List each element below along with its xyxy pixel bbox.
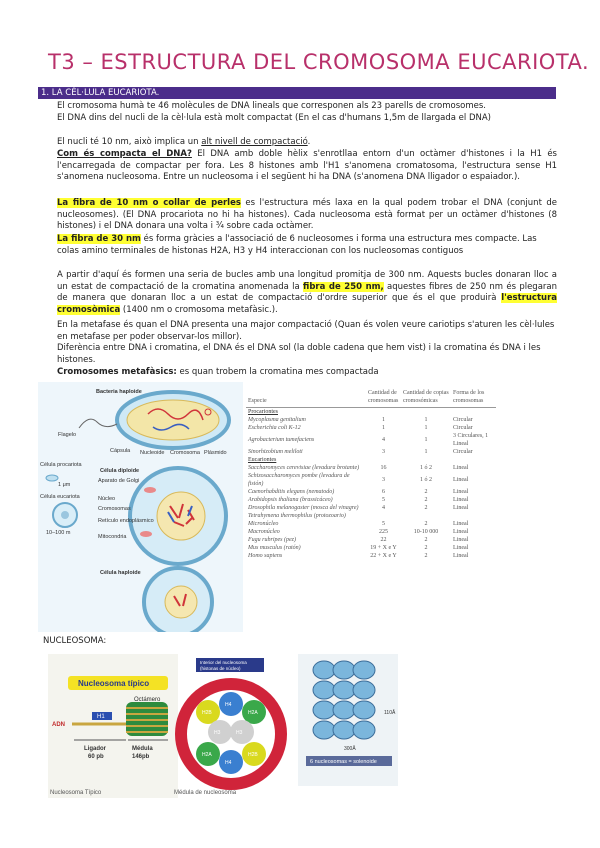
table-cell: Circular bbox=[453, 425, 473, 431]
table-cell: Lineal bbox=[453, 505, 469, 511]
label-diploide: Célula diploide bbox=[100, 468, 140, 474]
table-header-row bbox=[246, 389, 496, 408]
paragraph bbox=[57, 149, 557, 184]
table-row bbox=[246, 520, 496, 528]
table-cell: Lineal bbox=[453, 477, 469, 483]
mitochondrion bbox=[144, 487, 156, 493]
table-cell: Lineal bbox=[453, 529, 469, 535]
table-cell: Macronúcleo bbox=[248, 529, 280, 535]
nucleosome-disc bbox=[353, 721, 375, 739]
table-cell: 225 bbox=[379, 529, 388, 535]
label-solenoide: 6 nucleosomas = solenoide bbox=[310, 759, 377, 765]
table-cell: 5 bbox=[382, 497, 385, 503]
histone-label: H3 bbox=[214, 730, 221, 736]
bacterium-cytoplasm bbox=[127, 400, 219, 440]
label-plasmido: Plásmido bbox=[204, 450, 227, 456]
prokaryote-icon bbox=[46, 475, 58, 481]
label-adn: ADN bbox=[52, 722, 65, 728]
table-cell: 19 + X e Y bbox=[370, 545, 397, 551]
emphasis: alt nivell de compactació bbox=[201, 137, 308, 147]
table-row bbox=[246, 496, 496, 504]
table-row bbox=[246, 528, 496, 536]
table-cell: 3 bbox=[382, 477, 385, 483]
label-flagelo: Flagelo bbox=[58, 432, 77, 438]
text: és forma gràcies a l'associació de 6 nucleosomes i forma una estructura mes compacte. Las colas amino terminales de histonas H2A, H3 y H4 interaccionan con los nucleosomas contiguos bbox=[57, 234, 537, 256]
table-cell: 22 bbox=[380, 537, 387, 543]
label-tipico: Nucleosoma típico bbox=[78, 679, 150, 688]
table-cell: 1 ó 2 bbox=[420, 465, 432, 471]
nucleosome-disc bbox=[353, 701, 375, 719]
paragraph: El DNA dins del nucli de la cèl·lula està molt compactat (En el cas d'humans 1,5m de llargada el DNA) bbox=[57, 113, 491, 123]
text: El DNA amb doble hèlix s'enrotllaa entorn d'un octàmer d'histones i la H1 és l'encarregada de compactar per fora. Les 8 histones amb l'H1 s'anomena cromatosoma, l'estructura sense H1 s'anomena nucleosoma. Entre un nucleosoma i el següent hi ha DNA (s'anomena DNA lligador o espaiador.). bbox=[57, 149, 557, 182]
table-cell: 2 bbox=[424, 497, 428, 503]
nucleosome-figure bbox=[48, 654, 438, 798]
label-ligador: Ligador bbox=[84, 746, 106, 752]
text: es quan trobem la cromatina mes compactada bbox=[176, 367, 379, 377]
table-cell: Agrobacterium tumefaciens bbox=[248, 437, 315, 443]
label-cromosomas: Cromosomas bbox=[98, 506, 131, 512]
text: aquestes fibres de 250 nm és plegaran de manera que donaran lloc a un estat de compactació d'ordre superior que és el que produirà bbox=[57, 281, 558, 303]
label-mitocondria: Mitocondria bbox=[98, 534, 127, 540]
table-cell: Mycoplasma genitalium bbox=[248, 417, 306, 423]
highlight: l'estructura cromosòmica bbox=[57, 293, 557, 315]
paragraph: El nucli té 10 nm, això implica un alt nivell de compactació. bbox=[57, 137, 311, 147]
table-cell: 1 bbox=[424, 425, 428, 431]
cell-diagram bbox=[38, 382, 243, 632]
table-cell: 2 bbox=[424, 537, 428, 543]
column-header: Forma de los cromosomas bbox=[451, 389, 496, 408]
table-cell: 1 ó 2 bbox=[420, 477, 432, 483]
table-cell: Circular bbox=[453, 417, 473, 423]
label-medula: Médula bbox=[132, 746, 153, 752]
histone-group bbox=[196, 692, 266, 774]
table-row bbox=[246, 424, 496, 432]
table-cell: Lineal bbox=[453, 521, 469, 527]
table-cell: Lineal bbox=[453, 537, 469, 543]
table-cell: 1 bbox=[382, 417, 385, 423]
nucleosome-disc bbox=[353, 681, 375, 699]
table-cell: Saccharomyces cerevisiae (levadura brotante) bbox=[248, 465, 360, 471]
nucleosome-disc bbox=[333, 721, 355, 739]
table-row bbox=[246, 416, 496, 424]
paragraph: El cromosoma humà te 46 molècules de DNA lineals que corresponen als 23 parells de cromosomes. bbox=[57, 101, 486, 111]
caption-medula: Médula de nucleosoma bbox=[174, 790, 237, 796]
label-nucleo: Núcleo bbox=[98, 496, 116, 502]
paragraph bbox=[57, 367, 557, 379]
label-golgi: Aparato de Golgi bbox=[98, 478, 140, 484]
table-cell: 1 bbox=[382, 425, 385, 431]
nucleosome-disc bbox=[333, 701, 355, 719]
table-group-row bbox=[246, 408, 496, 417]
column-header: Cantidad de copias cromosómicas bbox=[401, 389, 451, 408]
label-h1: H1 bbox=[97, 714, 105, 720]
table-cell: Schizosaccharomyces pombe (levadura de fisión) bbox=[248, 473, 350, 487]
table-cell: 2 bbox=[424, 521, 428, 527]
table-cell: Lineal bbox=[453, 553, 469, 559]
nucleosome-heading: NUCLEOSOMA: bbox=[43, 636, 107, 646]
table-row bbox=[246, 544, 496, 552]
group-label: Eucariontes bbox=[248, 457, 277, 463]
histone-label: H4 bbox=[225, 760, 232, 766]
label-eucariota: Célula eucariota bbox=[40, 494, 80, 500]
table-cell: 6 bbox=[382, 489, 385, 495]
table-cell bbox=[401, 512, 451, 520]
table-cell: Lineal bbox=[453, 497, 469, 503]
table-cell: 5 bbox=[382, 521, 385, 527]
table-body bbox=[246, 408, 496, 561]
label-medula-pb: 146pb bbox=[132, 754, 150, 760]
histone-label: H2B bbox=[248, 752, 258, 758]
caption-tipico: Nucleosoma Típico bbox=[50, 790, 102, 796]
paragraph bbox=[57, 234, 557, 257]
label-cromosoma: Cromosoma bbox=[170, 450, 200, 456]
table-cell: Circular bbox=[453, 449, 473, 455]
text: El nucli té 10 nm, això implica un bbox=[57, 137, 202, 147]
table-cell: Drosophila melanogaster (mosca del vinagre) bbox=[248, 505, 359, 511]
label-dim-1: 110Å bbox=[384, 710, 396, 716]
table-cell: Sinorhizobium meliloti bbox=[248, 449, 303, 455]
table-cell: 10-10 000 bbox=[413, 529, 439, 535]
label-dim-2: 300Å bbox=[344, 746, 356, 752]
nucleosome-disc bbox=[313, 721, 335, 739]
text: es l'estructura més laxa en la qual podem trobar el DNA (conjunt de nucleosomes). (El DNA procariota no hi ha histones). Cada nucleosoma està format per un octàmer d'histones (8 histones) i el DNA donara una volta i ¾ sobre cada octàmer. bbox=[57, 198, 557, 231]
table-row bbox=[246, 512, 496, 520]
table-cell: Tetrahymena thermophilus (protozoario) bbox=[248, 513, 346, 519]
eukaryote-nucleus bbox=[61, 511, 69, 519]
table-cell: 2 bbox=[424, 545, 428, 551]
histone-label: H3 bbox=[236, 730, 243, 736]
label-scale-2: 10–100 m bbox=[46, 530, 71, 536]
label-capsula: Cápsula bbox=[110, 448, 131, 454]
highlight: La fibra de 30 nm bbox=[57, 234, 141, 244]
cell-diagram-svg bbox=[38, 382, 243, 632]
nucleosome-disc bbox=[333, 661, 355, 679]
table-cell: 1 bbox=[424, 437, 428, 443]
table-cell: 2 bbox=[424, 489, 428, 495]
species-table bbox=[246, 389, 496, 629]
table-row bbox=[246, 552, 496, 560]
label-medula-sub: (histonas de núcleo) bbox=[200, 666, 241, 671]
table-group-row bbox=[246, 456, 496, 464]
table-cell: 16 bbox=[380, 465, 387, 471]
table-row bbox=[246, 464, 496, 472]
label-octamero: Octámero bbox=[134, 697, 161, 703]
page-title: T3 – ESTRUCTURA DEL CROMOSOMA EUCARIOTA. bbox=[48, 50, 590, 74]
paragraph: En la metafase és quan el DNA presenta una major compactació (Quan és volen veure cariotips s'aturen les cèl·lules en metafase per poder observar-los millor). bbox=[57, 320, 555, 342]
table-cell: Escherichia coli K-12 bbox=[248, 425, 301, 431]
table-cell: Lineal bbox=[453, 465, 469, 471]
table-cell: 2 bbox=[424, 553, 428, 559]
table-cell: 2 bbox=[424, 505, 428, 511]
table-cell: 3 Circulares, 1 Lineal bbox=[453, 433, 489, 447]
table-cell: 4 bbox=[382, 437, 385, 443]
label-scale-1: 1 μm bbox=[58, 482, 71, 488]
table-cell: Micronúcleo bbox=[248, 521, 279, 527]
label-reticulo: Retículo endoplásmico bbox=[98, 518, 154, 524]
label-haploide: Célula haploide bbox=[100, 570, 141, 576]
diploid-nucleus bbox=[157, 492, 205, 540]
table-row bbox=[246, 448, 496, 456]
text: (1400 nm o cromosoma metafàsic.). bbox=[120, 304, 278, 315]
nucleosome-disc bbox=[313, 661, 335, 679]
table-cell: Lineal bbox=[453, 545, 469, 551]
label-bacteria: Bacteria haploide bbox=[96, 389, 142, 395]
nucleosome-disc bbox=[313, 681, 335, 699]
nucleosome-disc bbox=[333, 681, 355, 699]
highlight: La fibra de 10 nm o collar de perles bbox=[57, 198, 241, 208]
table-cell bbox=[366, 512, 401, 520]
section-heading: 1. LA CÈL·LULA EUCARIOTA. bbox=[38, 87, 556, 99]
question-lead: Cromosomes metafàsics: bbox=[57, 367, 177, 377]
nucleosome-svg bbox=[48, 654, 438, 798]
group-label: Procariontes bbox=[248, 409, 278, 415]
table-row bbox=[246, 536, 496, 544]
paragraph: Diferència entre DNA i cromatina, el DNA és el DNA sol (la doble cadena que hem vist) i la cromatina és DNA i les histones. bbox=[57, 343, 541, 365]
histone-label: H2A bbox=[202, 752, 212, 758]
table-row bbox=[246, 488, 496, 496]
table-cell: Lineal bbox=[453, 489, 469, 495]
table-cell: Homo sapiens bbox=[248, 553, 283, 559]
label-ligador-pb: 60 pb bbox=[88, 754, 104, 760]
text: A partir d'aquí és formen una seria de bucles amb una longitud promitja de 300 nm. Aquests bucles donaran lloc a un estat de compactació de la cromatina anomenada la bbox=[57, 270, 557, 292]
haploid-nucleus bbox=[165, 586, 197, 618]
table-cell: 3 bbox=[382, 449, 385, 455]
table-row bbox=[246, 432, 496, 448]
question-lead: Com és compacta el DNA? bbox=[57, 149, 192, 159]
table-cell: 4 bbox=[382, 505, 385, 511]
table-row bbox=[246, 472, 496, 488]
table-row bbox=[246, 504, 496, 512]
table-cell: 1 bbox=[424, 449, 428, 455]
histone-label: H4 bbox=[225, 702, 232, 708]
label-nucleoide: Nucleoide bbox=[140, 450, 165, 456]
table-cell: Mus musculus (ratón) bbox=[248, 545, 301, 551]
table-cell: 22 + X e Y bbox=[370, 553, 397, 559]
column-header: Especie bbox=[246, 389, 366, 408]
mitochondrion bbox=[140, 531, 152, 537]
column-header: Cantidad de cromosomas bbox=[366, 389, 401, 408]
nucleosome-disc bbox=[353, 661, 375, 679]
table-cell: Fugu rubripes (pez) bbox=[248, 537, 296, 543]
table-cell bbox=[451, 512, 496, 520]
paragraph bbox=[57, 270, 557, 316]
table-cell: Caenorhabditis elegans (nematodo) bbox=[248, 489, 335, 495]
nucleosome-disc bbox=[313, 701, 335, 719]
histone-label: H2B bbox=[202, 710, 212, 716]
paragraph bbox=[57, 198, 557, 233]
highlight: fibra de 250 nm, bbox=[303, 281, 384, 292]
table-cell: Arabidopsis thaliana (brassicáceo) bbox=[248, 497, 333, 503]
label-procariota: Célula procariota bbox=[40, 462, 82, 468]
label-medula-title: Interior del nucleosoma bbox=[200, 660, 247, 665]
chromosome-table bbox=[246, 389, 496, 560]
table-cell: 1 bbox=[424, 417, 428, 423]
histone-label: H2A bbox=[248, 710, 258, 716]
